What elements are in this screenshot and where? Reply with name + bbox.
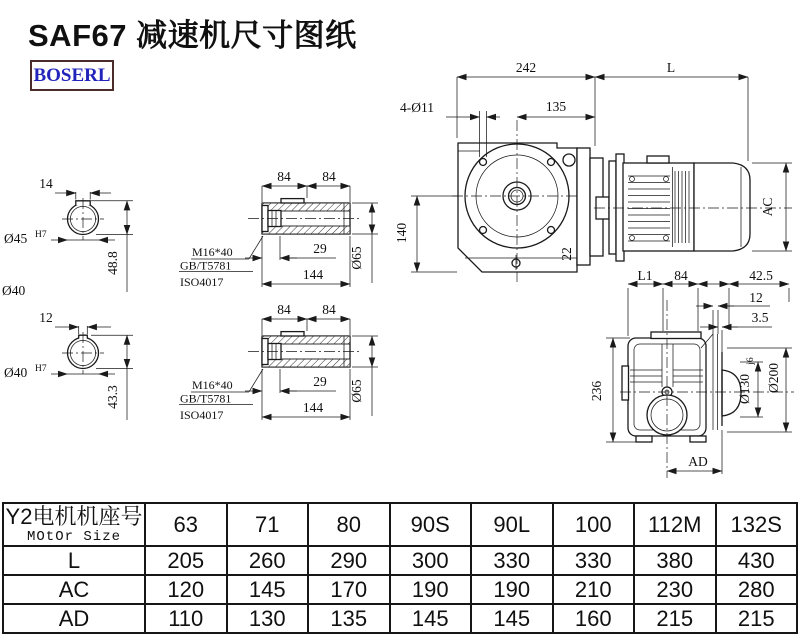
- table-row-L: [3, 546, 797, 575]
- cell-L-3: 300: [390, 546, 472, 575]
- table-row-AD: [3, 604, 797, 633]
- dim-29-label: 29: [313, 241, 327, 256]
- cell-AD-0: 110: [145, 604, 227, 633]
- dim-3-5-label: 3.5: [751, 310, 769, 325]
- table-header-row: [3, 503, 797, 546]
- dim-140-label: 140: [394, 222, 409, 244]
- cell-AD-5: 160: [553, 604, 635, 633]
- dim-key-depth-43-3-label: 43.3: [105, 385, 120, 409]
- col-71: 71: [227, 503, 309, 546]
- dim-bore-40: [4, 364, 115, 380]
- dim-bore-45: [4, 230, 115, 246]
- col-90S: 90S: [390, 503, 472, 546]
- motor-size-header: [3, 503, 145, 546]
- dim-key-width-14-label: 14: [39, 176, 53, 191]
- dim-seg1-label: 84: [277, 169, 291, 184]
- dim-AD-label: AD: [688, 454, 708, 469]
- dim-84-84: [262, 169, 350, 202]
- cell-AD-3: 145: [390, 604, 472, 633]
- dim-29: [245, 236, 336, 260]
- dim-135: [517, 99, 595, 117]
- dim-bore-45-label: Ø45: [4, 231, 28, 246]
- col-100: 100: [553, 503, 635, 546]
- dim-motor-length-label: L: [666, 60, 676, 75]
- hollow-shaft-side-view-bottom: [179, 302, 378, 422]
- cell-L-6: 380: [634, 546, 716, 575]
- dim-L1-label: L1: [637, 268, 653, 283]
- dim-key-depth-48-8-label: 48.8: [105, 251, 120, 275]
- bore-section-view-40: [4, 310, 133, 420]
- dim-dia-200-label: Ø200: [766, 363, 781, 393]
- col-80: 80: [308, 503, 390, 546]
- dim-242: [457, 60, 595, 146]
- motor-size-header-en: MOtOr Size: [26, 529, 121, 546]
- row-label-AC: AC: [3, 575, 145, 604]
- cell-AC-0: 120: [145, 575, 227, 604]
- cell-AD-6: 215: [634, 604, 716, 633]
- cell-L-7: 430: [716, 546, 798, 575]
- row-label-L: L: [3, 546, 145, 575]
- cell-AD-7: 215: [716, 604, 798, 633]
- brand-logo: BOSERL: [30, 60, 114, 91]
- dim-dia-65-label: Ø65: [349, 246, 364, 270]
- fastener-callout: [179, 236, 263, 289]
- col-132S: 132S: [716, 503, 798, 546]
- dim-top-chain: [628, 268, 789, 336]
- dim-key-width-12: [39, 310, 111, 334]
- cell-L-2: 290: [308, 546, 390, 575]
- dim-bore-45-tol: H7: [35, 230, 47, 240]
- motor-size-header-cn: Y2电机机座号: [5, 504, 143, 529]
- cell-AC-2: 170: [308, 575, 390, 604]
- dim-144: [262, 236, 350, 287]
- dim-dia-130: [737, 357, 763, 417]
- dim-key-width-12-label: 12: [39, 310, 53, 325]
- cell-AC-6: 230: [634, 575, 716, 604]
- dim-84-label: 84: [674, 268, 688, 283]
- main-assembly-view: [394, 60, 792, 282]
- dim-42-5-label: 42.5: [749, 268, 773, 283]
- dim-seg2-label: 84: [322, 169, 336, 184]
- cell-AD-1: 130: [227, 604, 309, 633]
- dim-bore-40-tol: H7: [35, 364, 47, 374]
- dim-236-label: 236: [589, 380, 604, 402]
- row-label-AD: AD: [3, 604, 145, 633]
- hollow-shaft-side-view: [179, 169, 378, 289]
- cell-L-4: 330: [471, 546, 553, 575]
- cell-AC-1: 145: [227, 575, 309, 604]
- dim-dia-130-tol: j6: [746, 357, 756, 365]
- dim-key-width-14: [39, 176, 111, 200]
- cell-AC-5: 210: [553, 575, 635, 604]
- rear-view: [589, 268, 794, 478]
- dim-bore-40-label: Ø40: [4, 365, 28, 380]
- dim-AC: [752, 163, 792, 251]
- table-row-AC: [3, 575, 797, 604]
- dim-dia-130-label: Ø130: [737, 374, 752, 404]
- cell-AC-4: 190: [471, 575, 553, 604]
- bolt-std1-label: GB/T5781: [180, 258, 232, 273]
- bolt-spec-label: M16*40: [192, 245, 233, 259]
- dimension-table: [2, 502, 798, 634]
- cell-AD-2: 135: [308, 604, 390, 633]
- bolt-std2-label: ISO4017: [180, 275, 224, 289]
- col-90L: 90L: [471, 503, 553, 546]
- dim-144-label: 144: [302, 267, 324, 282]
- shaft-dia-note: Ø40: [2, 283, 26, 298]
- dim-3-5: [700, 310, 772, 352]
- dim-135-label: 135: [545, 99, 567, 114]
- dim-AC-label: AC: [760, 197, 775, 217]
- cell-AC-3: 190: [390, 575, 472, 604]
- col-112M: 112M: [634, 503, 716, 546]
- dim-12-label: 12: [749, 290, 763, 305]
- cell-L-1: 260: [227, 546, 309, 575]
- cell-AC-7: 280: [716, 575, 798, 604]
- dim-22-label: 22: [559, 247, 574, 261]
- bore-section-view-45: [2, 176, 133, 298]
- dim-L: [595, 60, 748, 161]
- dim-holes-label: 4-Ø11: [400, 100, 434, 115]
- cell-AD-4: 145: [471, 604, 553, 633]
- page-title: SAF67 减速机尺寸图纸: [28, 18, 357, 53]
- dim-140: [394, 196, 458, 272]
- cell-L-0: 205: [145, 546, 227, 575]
- col-63: 63: [145, 503, 227, 546]
- cell-L-5: 330: [553, 546, 635, 575]
- dim-dia-65: [349, 203, 378, 283]
- dim-242-label: 242: [515, 60, 537, 75]
